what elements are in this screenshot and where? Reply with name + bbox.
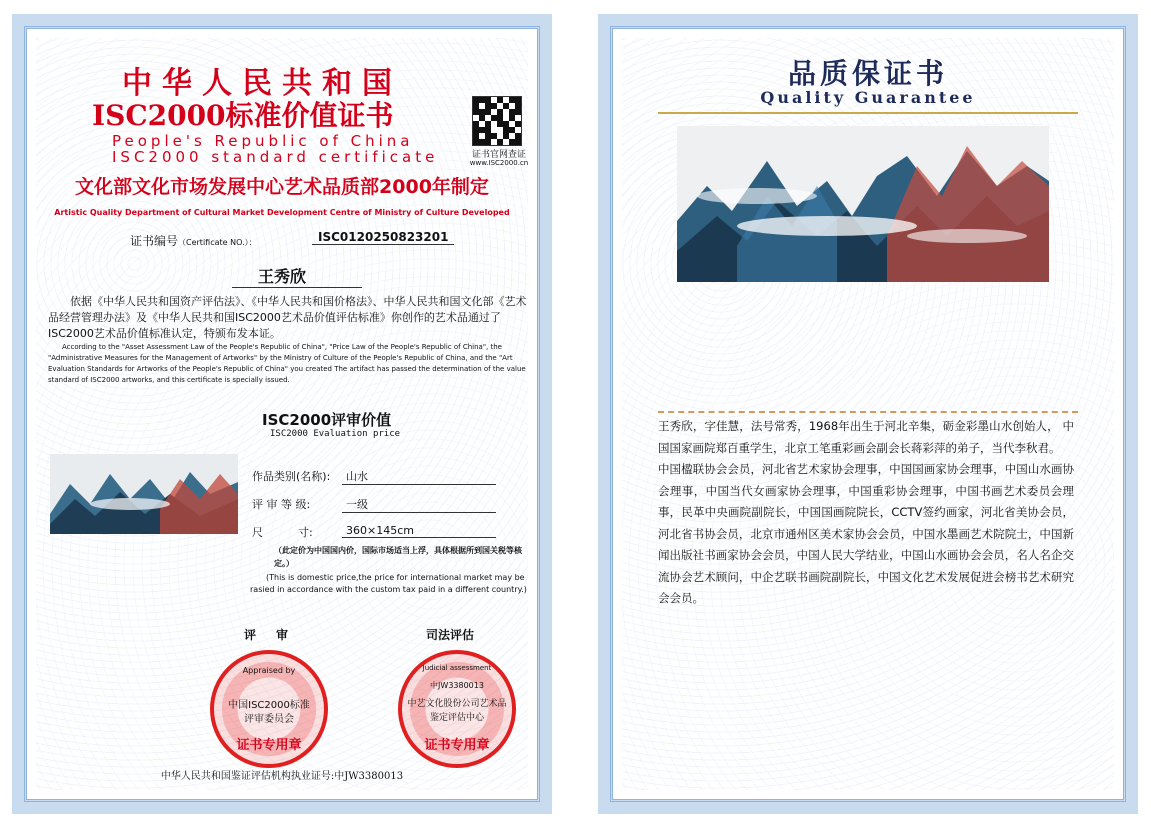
judicial-seal-line1: 中艺文化股份公司艺术品 xyxy=(407,699,507,709)
field-grade xyxy=(252,496,368,512)
cert-number-label xyxy=(130,232,257,249)
body-text-en: According to the "Asset Assessment Law of the People's Republic of China", "Price Law of the People's Republic of China", the "Administrative Measures for the Management of Artworks" by the Ministry of Culture of the People's Republic of China, and the "Art Evaluation Standards for Artworks of the People's Republic of China" you created The artifact has passed the determination of the value standard of ISC2000 artworks, and this certificate is specially issued. xyxy=(48,343,526,384)
quality-title-en: Quality Guarantee xyxy=(760,88,976,107)
judicial-seal-code: 中JW3380013 xyxy=(430,681,484,690)
title-en-line-1: People's Republic of China xyxy=(112,132,414,150)
cert-number-label-cn: 证书编号 xyxy=(130,234,179,248)
field-grade-label: 评 审 等 级: xyxy=(252,498,311,511)
qr-website: www.ISC2000.cn xyxy=(469,159,529,167)
price-note-en: (This is domestic price,the price for international market may be rasied in accordance with the custom tax paid in a different country.) xyxy=(250,573,527,594)
qr-code[interactable] xyxy=(472,96,522,146)
field-category-value: 山水 xyxy=(342,468,496,485)
bio-divider xyxy=(658,411,1078,413)
review-seal-line1: 中国ISC2000标准 xyxy=(228,700,310,711)
body-text-cn: 依据《中华人民共和国资产评估法》、《中华人民共和国价格法》、中华人民共和国文化部《艺术品经营管理办法》及《中华人民共和国ISC2000艺术品价值评估标准》你创作的艺术品通过了ISC2000艺术品价值标准认定，特颁布发本证。 xyxy=(48,295,527,340)
price-note-cn: （此定价为中国国内价，国际市场适当上浮，具体根据所到国关税等核定。） xyxy=(274,546,522,568)
artwork-thumbnail xyxy=(50,454,238,534)
holder-name: 王秀欣 xyxy=(257,267,306,286)
cert-number-label-en: （Certificate NO.）： xyxy=(178,238,257,247)
title-divider xyxy=(658,112,1078,114)
review-seal-top: Appraised by xyxy=(242,666,296,675)
title-certificate: ISC2000标准价值证书 xyxy=(92,99,394,132)
field-category xyxy=(252,468,368,484)
review-seal xyxy=(210,650,328,768)
issuer-cn: 文化部文化市场发展中心艺术品质部2000年制定 xyxy=(75,176,489,198)
judicial-seal-line2: 鉴定评估中心 xyxy=(429,713,484,723)
bio-paragraph-1: 王秀欣，字佳慧，法号常秀，1968年出生于河北辛集，砺金彩墨山水创始人， 中国国家画院郑百重学生，北京工笔重彩画会副会长蒋彩萍的弟子，当代李秋君。 xyxy=(658,419,1074,455)
field-size-value: 360×145cm xyxy=(342,524,496,538)
review-label: 评审 xyxy=(244,628,309,642)
evaluation-title-cn: ISC2000评审价值 xyxy=(262,411,392,429)
title-en-line-2: ISC2000 standard certificate xyxy=(112,148,439,166)
certificate-left-page xyxy=(12,14,552,814)
holder-underline xyxy=(232,287,362,288)
certificate-right-page xyxy=(598,14,1138,814)
judicial-seal-bottom: 证书专用章 xyxy=(424,738,490,753)
evaluation-title-en: ISC2000 Evaluation price xyxy=(270,429,401,439)
field-grade-value: 一级 xyxy=(342,496,496,513)
quality-title-cn: 品质保证书 xyxy=(787,57,948,90)
artist-biography xyxy=(658,416,1074,610)
license-number: 中华人民共和国鉴证评估机构执业证号:中JW3380013 xyxy=(160,771,404,782)
field-size-label: 尺 寸: xyxy=(252,526,313,539)
review-seal-bottom: 证书专用章 xyxy=(236,738,302,753)
cert-number-value: ISC0120250823201 xyxy=(312,230,454,245)
review-seal-line2: 评审委员会 xyxy=(244,714,294,725)
artwork-painting xyxy=(677,126,1049,282)
judicial-seal-top: Judicial assessment xyxy=(422,664,492,672)
field-size xyxy=(252,524,414,540)
judicial-label: 司法评估 xyxy=(426,628,475,642)
issuer-en: Artistic Quality Department of Cultural Market Development Centre of Ministry of Culture Developed xyxy=(54,208,510,217)
title-country: 中华人民共和国 xyxy=(122,66,402,101)
bio-paragraph-2: 中国楹联协会会员，河北省艺术家协会理事，中国国画家协会理事，中国山水画协会理事，中国当代女画家协会理事，中国重彩协会理事，中国书画艺术委员会理事，民革中央画院副院长，中国国画院院长，CCTV签约画家，河北省美协会员，河北省书协会员，北京市通州区美术家协会会员，中国水墨画艺术院院士，中国新闻出版社书画家协会会员，中国人民大学结业，中国山水画协会会员，名人名企交流协会艺术顾问，中企艺联书画院副院长，中国文化艺术发展促进会榜书艺术研究会会员。 xyxy=(658,462,1074,605)
qr-caption: 证书官网查证 xyxy=(471,150,526,160)
field-category-label: 作品类别(名称): xyxy=(252,470,331,483)
judicial-seal xyxy=(398,650,516,768)
